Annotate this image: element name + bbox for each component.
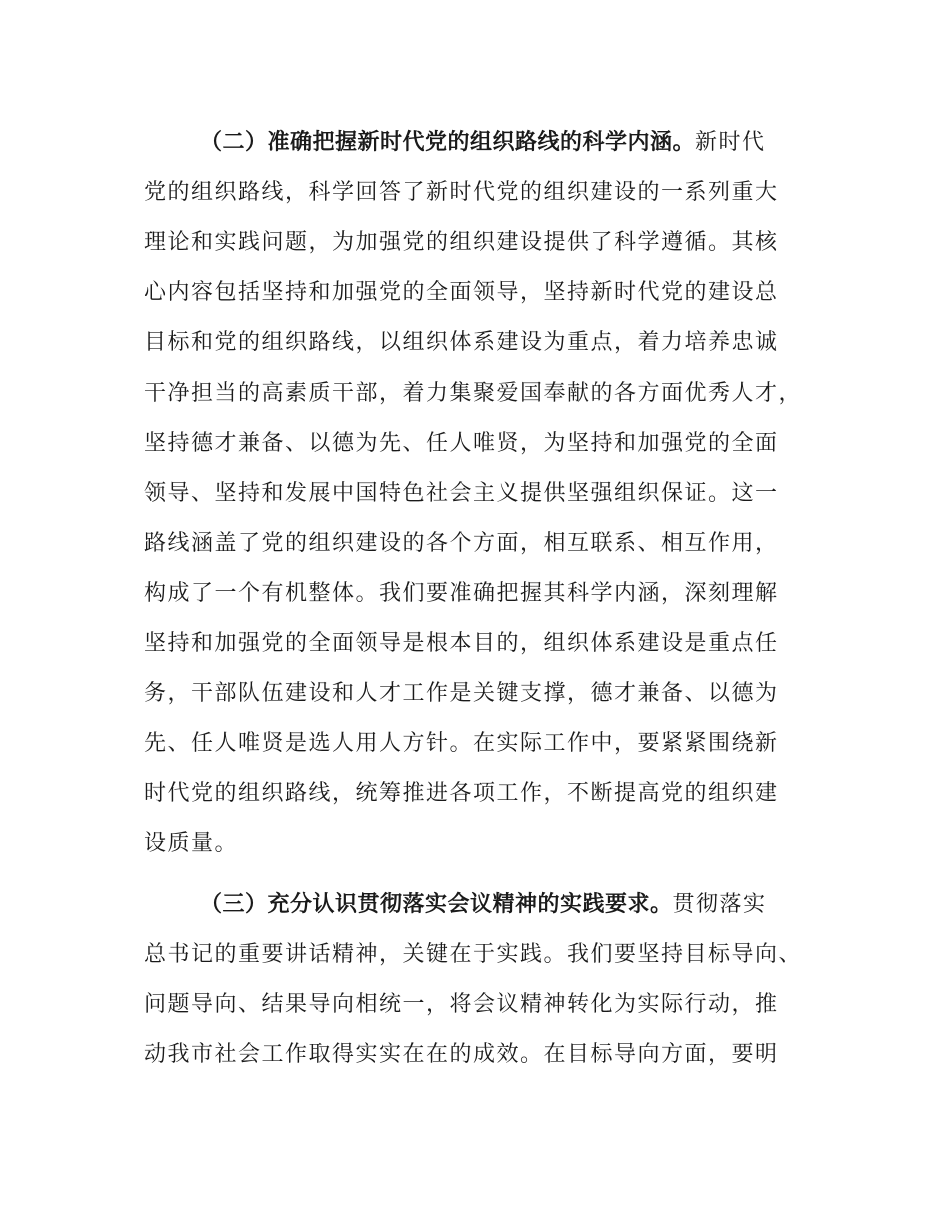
paragraph-2-line-7: 坚持德才兼备、以德为先、任人唯贤，为坚持和加强党的全面 xyxy=(144,431,779,456)
section-heading-3: （三）充分认识贯彻落实会议精神的实践要求。 xyxy=(200,892,673,917)
paragraph-2-line-5: 目标和党的组织路线，以组织体系建设为重点，着力培养忠诚 xyxy=(144,330,779,355)
paragraph-2-line-1: 新时代 xyxy=(695,130,766,155)
paragraph-2-line-6: 干净担当的高素质干部，着力集聚爱国奉献的各方面优秀人才， xyxy=(144,381,803,406)
paragraph-2-line-4: 心内容包括坚持和加强党的全面领导，坚持新时代党的建设总 xyxy=(144,280,779,305)
paragraph-3-line-1: 贯彻落实 xyxy=(672,892,767,917)
paragraph-2-line-12: 务，干部队伍建设和人才工作是关键支撑，德才兼备、以德为 xyxy=(144,681,779,706)
paragraph-2-line-13: 先、任人唯贤是选人用人方针。在实际工作中，要紧紧围绕新 xyxy=(144,731,779,756)
paragraph-2-line-2: 党的组织路线，科学回答了新时代党的组织建设的一系列重大 xyxy=(144,180,779,205)
paragraph-2-line-14: 时代党的组织路线，统筹推进各项工作，不断提高党的组织建 xyxy=(144,781,779,806)
paragraph-3-line-3: 问题导向、结果导向相统一，将会议精神转化为实际行动，推 xyxy=(144,992,779,1017)
paragraph-2-line-10: 构成了一个有机整体。我们要准确把握其科学内涵，深刻理解 xyxy=(144,581,779,606)
paragraph-2-line-11: 坚持和加强党的全面领导是根本目的，组织体系建设是重点任 xyxy=(144,631,779,656)
paragraph-2-line-9: 路线涵盖了党的组织建设的各个方面，相互联系、相互作用， xyxy=(144,531,779,556)
paragraph-2-line-3: 理论和实践问题，为加强党的组织建设提供了科学遵循。其核 xyxy=(144,230,779,255)
paragraph-2-line-8: 领导、坚持和发展中国特色社会主义提供坚强组织保证。这一 xyxy=(144,481,779,506)
paragraph-3-first-line xyxy=(200,888,767,922)
paragraph-3-line-4: 动我市社会工作取得实实在在的成效。在目标导向方面，要明 xyxy=(144,1042,779,1067)
paragraph-2-line-15: 设质量。 xyxy=(144,831,239,856)
paragraph-2-first-line xyxy=(200,126,766,160)
paragraph-3-line-2: 总书记的重要讲话精神，关键在于实践。我们要坚持目标导向、 xyxy=(144,942,803,967)
section-heading-2: （二）准确把握新时代党的组织路线的科学内涵。 xyxy=(200,130,696,155)
